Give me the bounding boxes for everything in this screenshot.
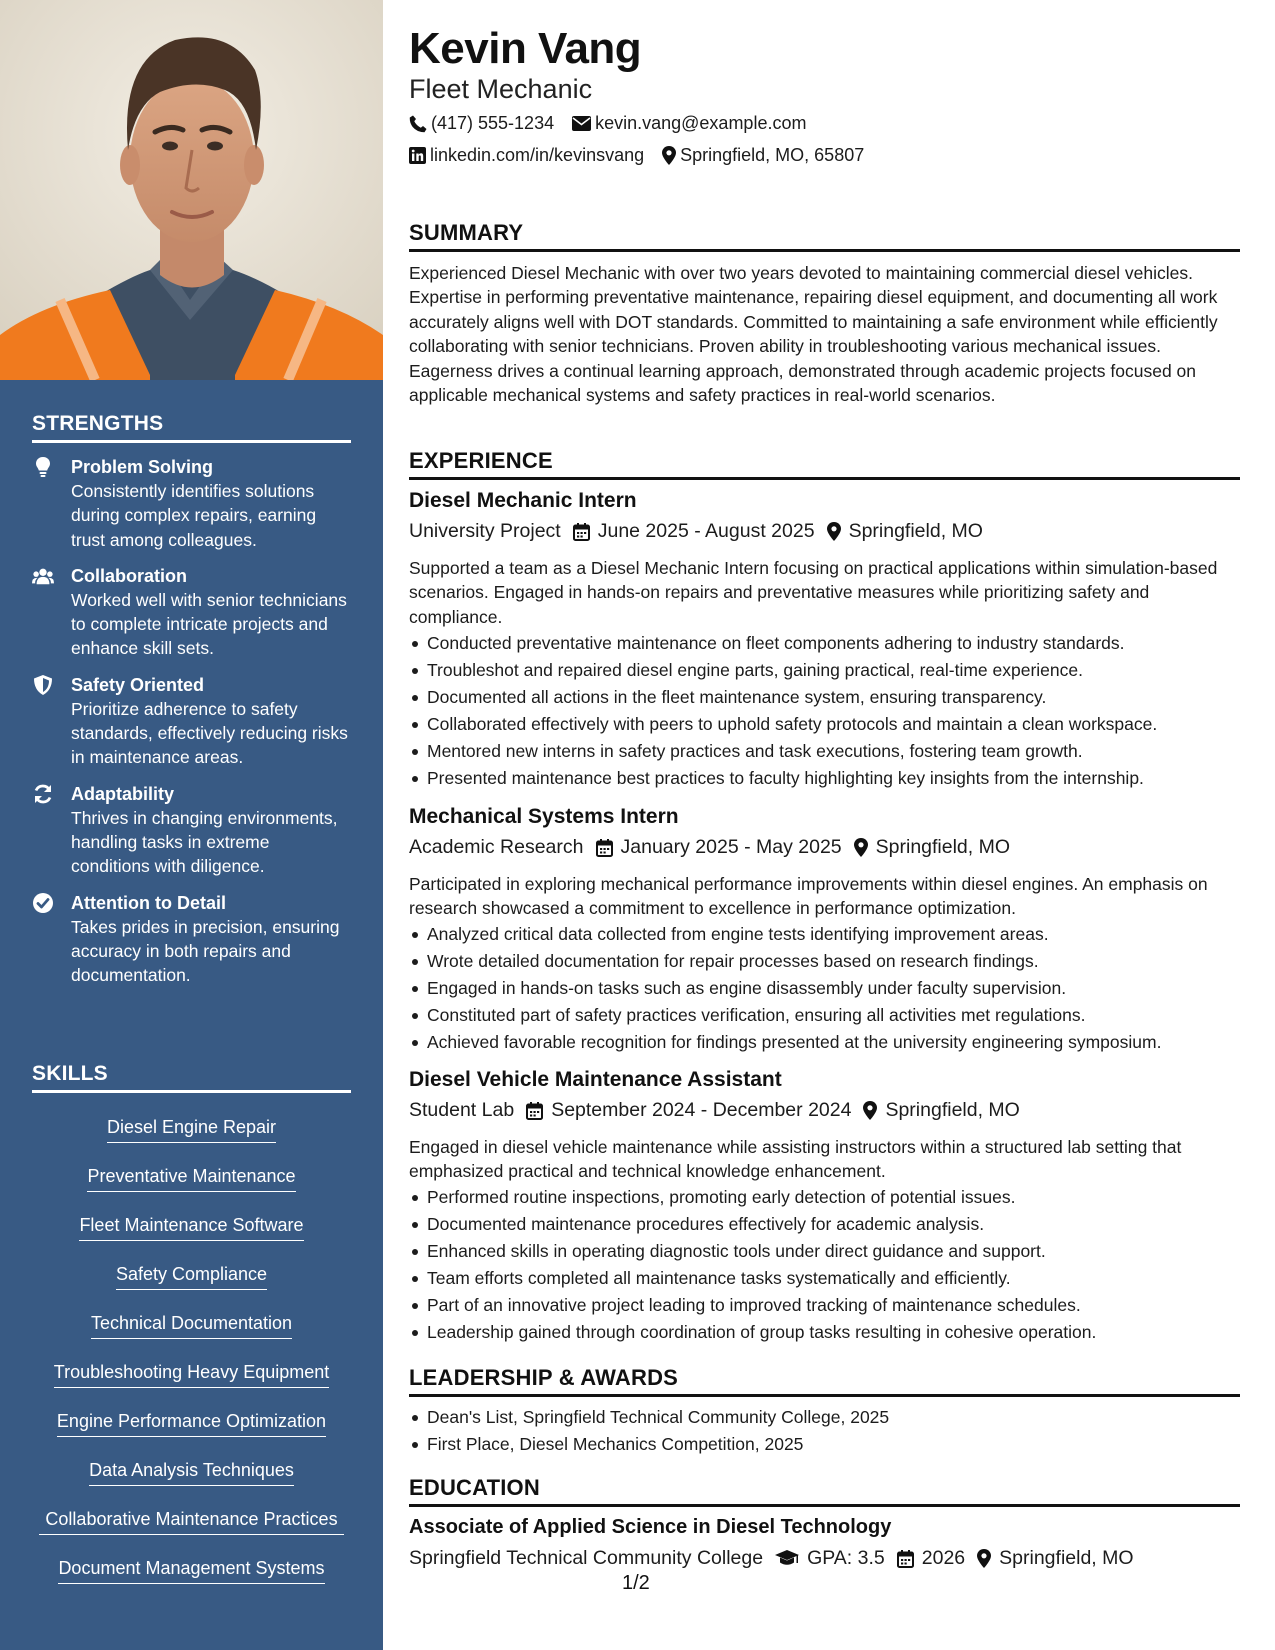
awards-list bbox=[409, 1404, 1240, 1458]
position-title: Diesel Vehicle Maintenance Assistant bbox=[409, 1068, 782, 1091]
strength-item bbox=[32, 891, 351, 988]
lightbulb-icon bbox=[32, 457, 54, 477]
check-circle-icon bbox=[32, 893, 54, 913]
bullet-item: Wrote detailed documentation for repair processes based on research findings. bbox=[409, 948, 1240, 975]
location-text: Springfield, MO, 65807 bbox=[680, 145, 865, 165]
school-name: Springfield Technical Community College bbox=[409, 1547, 764, 1569]
strength-title: Problem Solving bbox=[71, 457, 214, 477]
calendar-icon bbox=[573, 523, 590, 541]
position-meta bbox=[409, 1099, 1032, 1122]
degree-title: Associate of Applied Science in Diesel Technology bbox=[409, 1516, 892, 1538]
bullet-item: Constituted part of safety practices verification, ensuring all activities met regulations. bbox=[409, 1002, 1240, 1029]
date-range: June 2025 - August 2025 bbox=[597, 520, 815, 542]
strength-item bbox=[32, 782, 351, 879]
bullet-item: Team efforts completed all maintenance tasks systematically and efficiently. bbox=[409, 1265, 1240, 1292]
skills-list bbox=[32, 1103, 351, 1593]
bullet-item: Conducted preventative maintenance on fleet components adhering to industry standards. bbox=[409, 630, 1240, 657]
map-marker-icon bbox=[863, 1101, 877, 1120]
strength-item bbox=[32, 564, 351, 661]
position-meta bbox=[409, 836, 1022, 859]
page-number: 1/2 bbox=[622, 1572, 650, 1594]
position-description: Supported a team as a Diesel Mechanic Intern focusing on practical applications within simulation-based scenarios. Engaged in hands-on repairs and preventative measures while prioritizing safety and compliance. bbox=[409, 558, 1218, 627]
award-item: Dean's List, Springfield Technical Community College, 2025 bbox=[409, 1404, 1240, 1431]
position-description: Engaged in diesel vehicle maintenance while assisting instructors within a structured lab setting that emphasized practical and technical knowledge enhancement. bbox=[409, 1137, 1182, 1182]
strength-item bbox=[32, 455, 351, 552]
contact-row bbox=[409, 145, 882, 166]
bullet-item: Analyzed critical data collected from engine tests identifying improvement areas. bbox=[409, 921, 1240, 948]
organization: Academic Research bbox=[409, 836, 584, 858]
position-bullets bbox=[409, 630, 1240, 792]
calendar-icon bbox=[596, 839, 613, 857]
envelope-icon bbox=[572, 116, 591, 131]
gpa: GPA: 3.5 bbox=[807, 1547, 885, 1569]
bullet-item: Collaborated effectively with peers to uphold safety protocols and maintain a clean workspace. bbox=[409, 711, 1240, 738]
strengths-section bbox=[32, 412, 351, 987]
skills-heading: SKILLS bbox=[32, 1062, 351, 1093]
strength-description: Thrives in changing environments, handling tasks in extreme conditions with diligence. bbox=[71, 807, 338, 877]
map-marker-icon bbox=[827, 522, 841, 541]
bullet-item: Performed routine inspections, promoting early detection of potential issues. bbox=[409, 1184, 1240, 1211]
graduation-cap-icon bbox=[775, 1550, 799, 1567]
education-meta bbox=[409, 1547, 1146, 1570]
sidebar bbox=[0, 0, 383, 1650]
phone-number: (417) 555-1234 bbox=[431, 113, 555, 133]
bullet-item: Presented maintenance best practices to faculty highlighting key insights from the internship. bbox=[409, 765, 1240, 792]
contact-row bbox=[409, 113, 824, 134]
skill-tag: Collaborative Maintenance Practices bbox=[39, 1503, 344, 1535]
skill-tag: Fleet Maintenance Software bbox=[79, 1209, 303, 1241]
summary-text: Experienced Diesel Mechanic with over two years devoted to maintaining commercial diesel vehicles. Expertise in performing preventative maintenance, repairing diesel equipment, and documenting all work accurately aligns well with DOT standards. Committed to maintaining a safe environment while efficiently collaborating with senior technicians. Proven ability in troubleshooting various mechanical issues. Eagerness drives a continual learning approach, demonstrated through academic projects focused on applicable mechanical systems and safety practices in real-world scenarios. bbox=[409, 263, 1218, 406]
strength-description: Worked well with senior technicians to complete intricate projects and enhance skill sets. bbox=[71, 589, 347, 659]
position-title: Mechanical Systems Intern bbox=[409, 805, 679, 828]
strength-item bbox=[32, 673, 351, 770]
date-range: January 2025 - May 2025 bbox=[620, 836, 842, 858]
candidate-name: Kevin Vang bbox=[409, 24, 642, 73]
linkedin-url: linkedin.com/in/kevinsvang bbox=[430, 145, 645, 165]
bullet-item: Troubleshot and repaired diesel engine parts, gaining practical, real-time experience. bbox=[409, 657, 1240, 684]
phone-contact[interactable] bbox=[409, 113, 554, 134]
awards-heading: LEADERSHIP & AWARDS bbox=[409, 1365, 1240, 1397]
bullet-item: Documented all actions in the fleet maintenance system, ensuring transparency. bbox=[409, 684, 1240, 711]
skill-tag: Data Analysis Techniques bbox=[89, 1454, 294, 1486]
organization: Student Lab bbox=[409, 1099, 515, 1121]
calendar-icon bbox=[897, 1550, 914, 1568]
position-meta bbox=[409, 520, 995, 543]
skill-tag: Safety Compliance bbox=[116, 1258, 267, 1290]
shield-icon bbox=[32, 675, 54, 695]
email-contact[interactable] bbox=[572, 113, 806, 134]
graduation-year: 2026 bbox=[921, 1547, 966, 1569]
strength-title: Attention to Detail bbox=[71, 892, 226, 913]
position-title: Diesel Mechanic Intern bbox=[409, 489, 637, 512]
position-bullets bbox=[409, 1184, 1240, 1346]
profile-photo bbox=[0, 0, 383, 380]
map-marker-icon bbox=[662, 146, 676, 165]
strength-description: Consistently identifies solutions during complex repairs, earning trust among colleagues. bbox=[71, 481, 317, 550]
strength-title: Safety Oriented bbox=[71, 674, 205, 695]
bullet-item: Documented maintenance procedures effectively for academic analysis. bbox=[409, 1211, 1240, 1238]
position-description: Participated in exploring mechanical performance improvements within diesel engines. An emphasis on research showcased a commitment to excellence in performance optimization. bbox=[409, 874, 1208, 919]
skill-tag: Troubleshooting Heavy Equipment bbox=[54, 1356, 330, 1388]
sync-icon bbox=[32, 784, 54, 804]
strength-title: Collaboration bbox=[71, 565, 187, 586]
job-location: Springfield, MO bbox=[875, 836, 1011, 858]
map-marker-icon bbox=[854, 838, 868, 857]
skill-tag: Diesel Engine Repair bbox=[107, 1111, 276, 1143]
summary-heading: SUMMARY bbox=[409, 220, 1240, 252]
school-location: Springfield, MO bbox=[999, 1547, 1134, 1569]
bullet-item: Engaged in hands-on tasks such as engine disassembly under faculty supervision. bbox=[409, 975, 1240, 1002]
bullet-item: Leadership gained through coordination of group tasks resulting in cohesive operation. bbox=[409, 1319, 1240, 1346]
date-range: September 2024 - December 2024 bbox=[551, 1099, 852, 1121]
strength-title: Adaptability bbox=[71, 783, 175, 804]
skill-tag: Preventative Maintenance bbox=[87, 1160, 295, 1192]
linkedin-contact[interactable] bbox=[409, 145, 644, 166]
strengths-heading: STRENGTHS bbox=[32, 412, 351, 443]
job-location: Springfield, MO bbox=[885, 1099, 1020, 1121]
bullet-item: Achieved favorable recognition for findings presented at the university engineering symposium. bbox=[409, 1029, 1240, 1056]
position-bullets bbox=[409, 921, 1240, 1056]
users-icon bbox=[32, 566, 54, 586]
strength-description: Prioritize adherence to safety standards, effectively reducing risks in maintenance areas. bbox=[71, 698, 348, 768]
phone-icon bbox=[409, 115, 427, 133]
job-title: Fleet Mechanic bbox=[409, 74, 593, 104]
skills-section bbox=[32, 1062, 351, 1593]
calendar-icon bbox=[526, 1102, 543, 1120]
map-marker-icon bbox=[977, 1549, 991, 1568]
experience-heading: EXPERIENCE bbox=[409, 448, 1240, 480]
bullet-item: Part of an innovative project leading to improved tracking of maintenance schedules. bbox=[409, 1292, 1240, 1319]
skill-tag: Document Management Systems bbox=[58, 1552, 324, 1584]
strength-description: Takes prides in precision, ensuring accuracy in both repairs and documentation. bbox=[71, 916, 340, 986]
bullet-item: Mentored new interns in safety practices and task executions, fostering team growth. bbox=[409, 738, 1240, 765]
education-heading: EDUCATION bbox=[409, 1475, 1240, 1507]
job-location: Springfield, MO bbox=[848, 520, 983, 542]
linkedin-icon bbox=[409, 147, 426, 164]
skill-tag: Engine Performance Optimization bbox=[57, 1405, 326, 1437]
location-contact bbox=[662, 145, 864, 166]
award-item: First Place, Diesel Mechanics Competition, 2025 bbox=[409, 1431, 1240, 1458]
organization: University Project bbox=[409, 520, 561, 542]
bullet-item: Enhanced skills in operating diagnostic tools under direct guidance and support. bbox=[409, 1238, 1240, 1265]
email-address: kevin.vang@example.com bbox=[595, 113, 807, 133]
skill-tag: Technical Documentation bbox=[91, 1307, 292, 1339]
